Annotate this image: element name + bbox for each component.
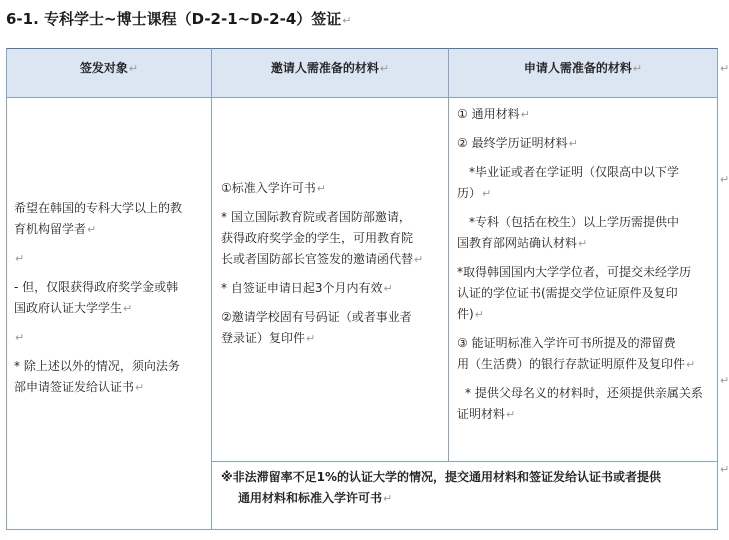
applicant-note-graduation: *毕业证或者在学证明（仅限高中以下学 <box>469 165 680 179</box>
applicant-item-2: ② 最终学历证明材料↵ <box>457 136 578 150</box>
applicant-item-1: ① 通用材料↵ <box>457 107 530 121</box>
header-inviter-documents: 邀请人需准备的材料↵ <box>211 48 449 98</box>
page-title: 6-1. 专科学士~博士课程（D-2-1~D-2-4）签证↵ <box>6 10 352 28</box>
visa-requirements-table <box>6 48 718 530</box>
inviter-note-1: * 国立国际教育院或者国防部邀请， <box>221 210 411 224</box>
target-line-2: 育机构留学者↵ <box>14 222 97 236</box>
inviter-item-2-cont: 登录证）复印件↵ <box>221 331 316 345</box>
inviter-item-2: ②邀请学校固有号码证（或者事业者 <box>221 310 412 324</box>
target-line-4: 国政府认证大学学生↵ <box>14 301 133 315</box>
target-line-1: 希望在韩国的专科大学以上的教 <box>14 201 183 215</box>
para-mark: ↵ <box>15 252 25 265</box>
applicant-note-parents: * 提供父母名义的材料时，还须提供亲属关系 <box>465 386 703 400</box>
inviter-item-1: ①标准入学许可书↵ <box>221 181 326 195</box>
applicant-note-degree-end: 件)↵ <box>457 307 484 321</box>
issue-target-cell <box>6 97 212 530</box>
applicant-note-degree: *取得韩国国内大学学位者，可提交未经学历 <box>457 265 692 279</box>
header-applicant-documents: 申请人需准备的材料↵ <box>448 48 718 98</box>
target-line-6: 部申请签证发给认证书↵ <box>14 380 145 394</box>
inviter-validity: * 自签证申请日起3个月内有效↵ <box>221 281 393 295</box>
footnote-line-1: ※非法滞留率不足1%的认证大学的情况，提交通用材料和签证发给认证书或者提供 <box>221 470 662 484</box>
inviter-documents-cell <box>211 97 449 462</box>
target-line-3: - 但，仅限获得政府奖学金或韩 <box>14 280 179 294</box>
row-end-mark: ↵ <box>720 173 729 186</box>
footnote-cell <box>211 461 718 530</box>
row-end-mark: ↵ <box>720 374 729 387</box>
target-line-5: * 除上述以外的情况，须向法务 <box>14 359 180 373</box>
row-end-mark: ↵ <box>720 62 729 75</box>
applicant-item-3-cont: 用（生活费）的银行存款证明原件及复印件↵ <box>457 357 696 371</box>
header-issue-target: 签发对象↵ <box>6 48 212 98</box>
applicant-item-3: ③ 能证明标准入学许可书所提及的滞留费 <box>457 336 676 350</box>
applicant-documents-cell <box>448 97 718 462</box>
applicant-note-graduation-cont: 历）↵ <box>457 186 492 200</box>
row-end-mark: ↵ <box>720 463 729 476</box>
inviter-note-2: 获得政府奖学金的学生，可用教育院 <box>221 231 414 245</box>
inviter-note-3: 长或者国防部长官签发的邀请函代替↵ <box>221 252 424 266</box>
applicant-note-parents-cont: 证明材料↵ <box>457 407 516 421</box>
applicant-note-college: *专科（包括在校生）以上学历需提供中 <box>469 215 680 229</box>
applicant-note-degree-cont: 认证的学位证书(需提交学位证原件及复印 <box>457 286 678 300</box>
footnote-line-2: 通用材料和标准入学许可书↵ <box>238 491 393 505</box>
applicant-note-college-cont: 国教育部网站确认材料↵ <box>457 236 588 250</box>
para-mark: ↵ <box>15 331 25 344</box>
